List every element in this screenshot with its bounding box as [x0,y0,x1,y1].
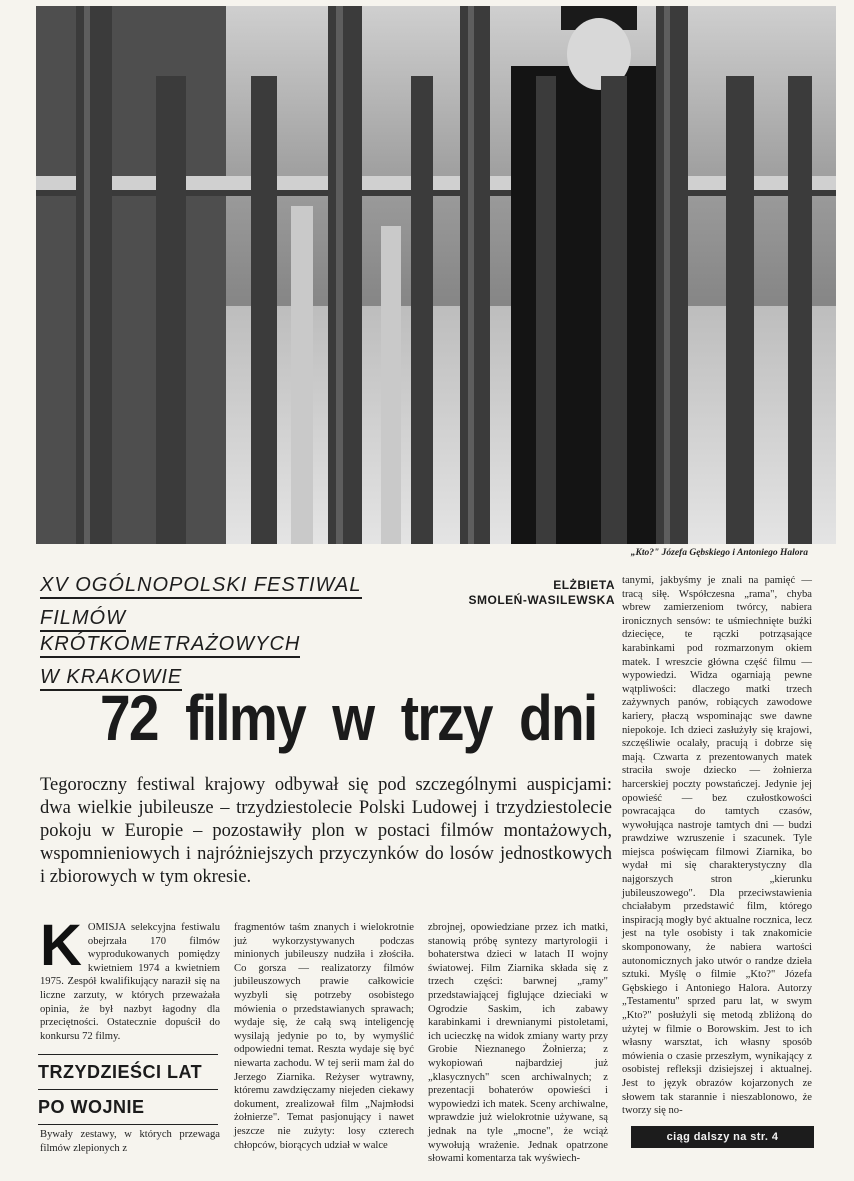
section-subheading [38,1054,218,1125]
subheading-line: PO WOJNIE [38,1097,145,1117]
festival-heading-line: W KRAKOWIE [40,664,380,690]
body-column-3: zbrojnej, opowiedziane przez ich matki, stanowią próbę syntezy martyrologii i bohaterstwa dzieci w latach II wojny światowej. Film Ziarnika składa się z trzech części: barwnej „ramy" przedstawiającej figlujące dzieciaki w Ogrodzie Saskim, ich zabawy karabinkami i drewnianymi pistoletami, ich ucieczkę na widok zmiany warty przy Grobie Nieznanego Żołnierza; z wykopiowań najbardziej już „klasycznych" scen archiwalnych; z prezentacji bohaterów opowieści i wypowiedzi ich matek. Sceny archiwalne, wprawdzie już wielokrotnie używane, są jednak na tyle „mocne", że wciąż wywołują wrażenie. Jednak opatrzone słowami komentarza tak wyświech- [428,922,608,1165]
article-headline: 72 filmy w trzy dni [100,682,597,754]
body-column-1 [40,913,220,1043]
subheading-rule-mid [38,1089,218,1090]
subheading-rule-top [38,1054,218,1055]
author-last-name: SMOLEŃ-WASILEWSKA [468,593,615,607]
festival-heading-line: XV OGÓLNOPOLSKI FESTIWAL [40,572,380,598]
fence-photo-icon [36,6,836,544]
subheading-rule-bottom [38,1124,218,1125]
author-first-name: ELŻBIETA [553,578,615,592]
drop-cap: K [40,913,82,978]
festival-heading-line: FILMÓW KRÓTKOMETRAŻOWYCH [40,605,380,657]
body-column-4: tanymi, jakbyśmy je znali na pamięć — tracą siłę. Współczesna „rama", chyba wbrew zamierzeniom twórcy, nabiera ironicznych sensów: te uśmiechnięte buźki dziecięce, te rączki potrząsające karabinkami pod rozmarzonym okiem matek. I wreszcie główna część filmu — wypowiedzi. Widza ogarniają pewne wątpliwości: dlaczego matki trzech zażywnych panów, robiących zawodowe kariery, płaczą wspominając swe dawne niepokoje. Ich dzieci zasłużyły się krajowi, szczęśliwie ocalały, pracują i dobrze się mają. Czwarta z prezentowanych matek straciła swoje dziecko — żołnierza harcerskiej poczty powstańczej. Jedynie jej opowieść — bez czułostkowości powracająca do tamtych czasów, wywołująca nastroje tamtych dni — budzi prawdziwe wzruszenie i szacunek. Tyle miejsca poświęcam filmowi Ziarnika, bo wydał mi się charakterystyczny dla najgorszych stron „kierunku jubileuszowego". Dla przeciwstawienia chciałabym przedstawić film, którego inspiracją mogły być aktualne rocznica, lecz jest na tyle osobisty i tak znakomicie skomponowany, że nabiera wartości autonomicznych jako utwór o randze dzieła sztuki. Myślę o filmie „Kto?" Józefa Gębskiego i Antoniego Halora. Autorzy „Testamentu" sprzed paru lat, w swym „Kto?" posłużyli się metodą zbliżoną do użytej w filmie o Borowskim. Jest to ich własny warsztat, ich własny sposób mówienia o czasie przeszłym, wynikający z osobistej refleksji dzisiejszej i aktualnej. Jest to język obrazów kojarzonych ze słowem tak starannie i nieszablonowo, że tworzy się no- [622,575,812,1117]
film-still-photo [36,6,836,544]
lead-paragraph: Tegoroczny festiwal krajowy odbywał się pod szczególnymi auspicjami: dwa wielkie jubileusze – trzydziestolecie Polski Ludowej i trzydziestolecie pokoju w Europie – pozostawiły plon w postaci filmów montażowych, wspomnieniowych i najróżniejszych przyczynków do losów jednostkowych i zbiorowych w tym okresie. [40,775,612,887]
continued-on-page-box: ciąg dalszy na str. 4 [631,1126,814,1148]
subheading-line: TRZYDZIEŚCI LAT [38,1062,203,1082]
body-column-1-continued: Bywały zestawy, w których przewaga filmów zlepionych z [40,1129,220,1154]
author-byline [410,578,615,608]
photo-caption: „Kto?" Józefa Gębskiego i Antoniego Halora [630,548,808,558]
body-column-1-text: OMISJA selekcyjna festiwalu obejrzała 170 filmów wyprodukowanych pomiędzy kwietniem 1974 a kwietniem 1975. Zespół kwalifikujący naraził się na liczne zarzuty, w których przeważała opinia, że był nazbyt łagodny dla przeciętności. Ostatecznie dopuścił do konkursu 72 filmy. [40,922,220,1042]
festival-heading [40,572,380,697]
body-column-2: fragmentów taśm znanych i wielokrotnie już wykorzystywanych podczas minionych jubileuszy nudziła i złościła. Co gorsza — realizatorzy filmów jubileuszowych prawie całkowicie wyzbyli się potrzeby osobistego mówienia o przedstawianych sprawach; wydaje się, że całą swą inteligencję wysilają jedynie po to, by wymyślić odpowiedni temat. Reszta wydaje się być niewarta zachodu. W tej serii mam żal do Jerzego Ziarnika. Reżyser wytrawny, któremu zawdzięczamy niejeden ciekawy dokument, zrealizował film „Najmłodsi żołnierze". Temat pasjonujący i nawet jeszcze nie zużyty: losy czterech chłopców, biorących udział w walce [234,922,414,1151]
